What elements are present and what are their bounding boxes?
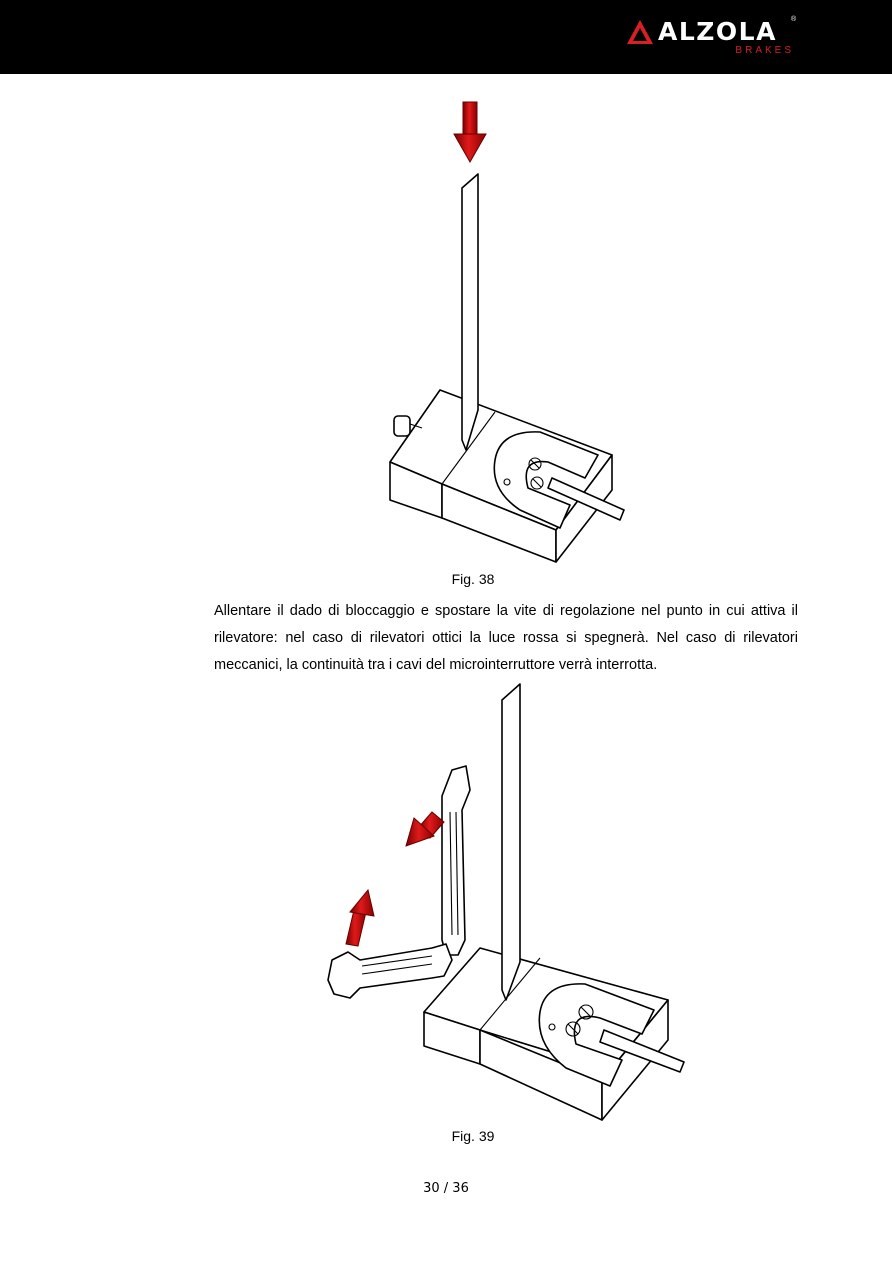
logo-subtitle: BRAKES — [735, 45, 794, 56]
detector-block — [390, 390, 624, 562]
sensor-blade — [502, 684, 520, 1000]
figure-38-caption: Fig. 38 — [451, 571, 495, 587]
horizontal-wrench — [328, 944, 452, 998]
page-header — [0, 0, 892, 74]
logo-registered-mark: ® — [791, 16, 797, 23]
logo-triangle-icon — [626, 19, 654, 45]
sensor-blade — [462, 174, 478, 450]
page-number: 30 / 36 — [423, 1181, 469, 1196]
figure-39-caption: Fig. 39 — [451, 1128, 495, 1144]
rotation-arrow-down-icon — [406, 812, 444, 846]
figure-38-illustration — [380, 95, 640, 570]
alzola-logo — [626, 16, 798, 60]
detector-block — [424, 948, 684, 1120]
rotation-arrow-up-icon — [346, 890, 374, 946]
logo-wordmark: ALZOLA — [658, 17, 777, 46]
down-arrow-icon — [454, 102, 486, 162]
figure-39-illustration — [320, 680, 690, 1125]
instruction-paragraph: Allentare il dado di bloccaggio e spostare la vite di regolazione nel punto in cui attiva il rilevatore: nel caso di rilevatori ottici la luce rossa si spegnerà. Nel caso di rilevatori meccanici, la continuità tra i cavi del microinterruttore verrà interrotta. — [214, 603, 798, 673]
vertical-wrench — [442, 766, 470, 955]
